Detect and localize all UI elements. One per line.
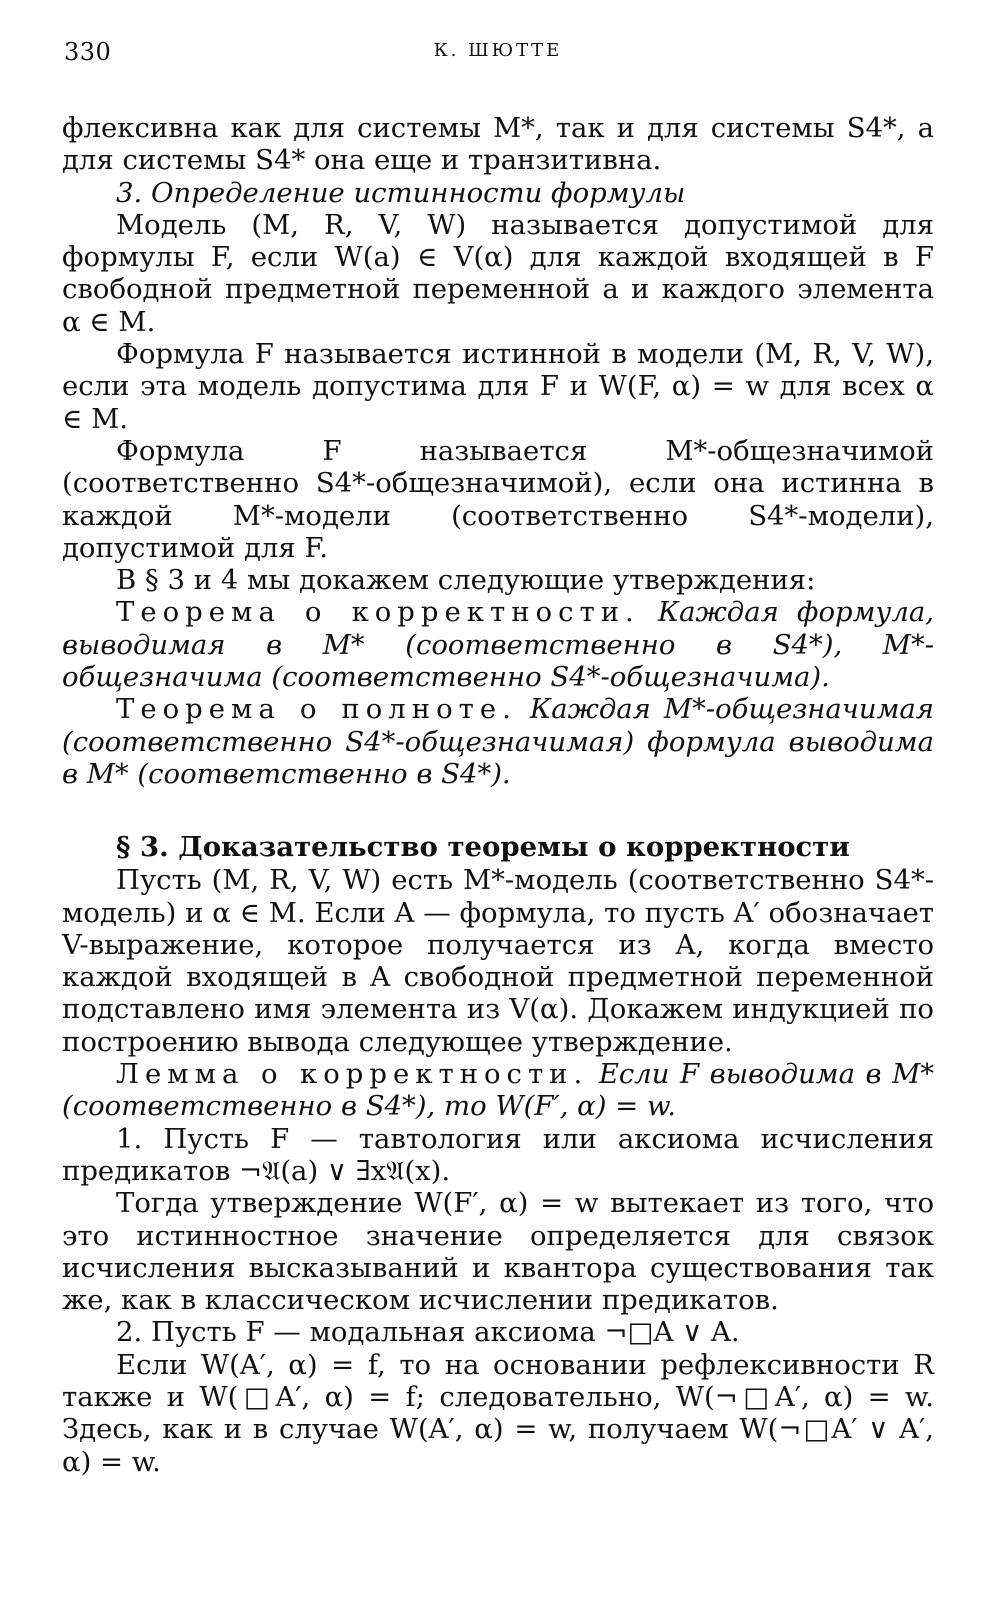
running-head: К. ШЮТТЕ bbox=[433, 40, 563, 61]
paragraph-continuation: флексивна как для системы M*, так и для системы S4*, а для системы S4* она еще и транзитивна. bbox=[62, 112, 934, 177]
paragraph-statements-intro: В § 3 и 4 мы докажем следующие утверждения: bbox=[116, 564, 816, 597]
theorem-correctness-label: Теорема о корректности. bbox=[116, 596, 640, 629]
theorem-correctness-text: Каждая формула, выводимая в M* (соответственно в S4*), M*-общезначима (соответственно S4*-общезначима). bbox=[62, 596, 934, 694]
case-2-modal-axiom: 2. Пусть F — модальная аксиома ¬□A ∨ A. bbox=[116, 1316, 740, 1349]
theorem-completeness-label: Теорема о полноте. bbox=[116, 693, 517, 726]
paragraph-admissible-model: Модель (M, R, V, W) называется допустимой для формулы F, если W(a) ∈ V(α) для каждой входящей в F свободной предметной переменной a и каждого элемента α ∈ M. bbox=[62, 208, 934, 338]
case-1-explanation: Тогда утверждение W(F′, α) = w вытекает из того, что это истинностное значение определяется для связок исчисления высказываний и квантора существования так же, как в классическом исчислении предикатов. bbox=[62, 1187, 934, 1317]
case-2-explanation: Если W(A′, α) = f, то на основании рефлексивности R также и W(□A′, α) = f; следовательно, W(¬□A′, α) = w. Здесь, как и в случае W(A′, α) = w, получаем W(¬□A′ ∨ A′, α) = w. bbox=[62, 1348, 935, 1478]
theorem-completeness bbox=[62, 693, 934, 790]
paragraph-true-formula: Формула F называется истинной в модели (M, R, V, W), если эта модель допустима для F и W(F, α) = w для всех α ∈ M. bbox=[62, 338, 934, 435]
page-number: 330 bbox=[64, 38, 112, 66]
paragraph-proof-setup: Пусть (M, R, V, W) есть M*-модель (соответственно S4*-модель) и α ∈ M. Если A — формула, то пусть A′ обозначает V-выражение, которое получается из A, когда вместо каждой входящей в A свободной предметной переменной подставлено имя элемента из V(α). Докажем индукцией по построению вывода следующее утверждение. bbox=[62, 864, 934, 1058]
theorem-correctness bbox=[62, 596, 934, 693]
page-header bbox=[62, 38, 934, 68]
paragraph-general-validity: Формула F называется M*-общезначимой (соответственно S4*-общезначимой), если она истинна в каждой M*-модели (соответственно S4*-модели), допустимой для F. bbox=[62, 434, 934, 564]
section-heading: § 3. Доказательство теоремы о корректности bbox=[116, 831, 850, 864]
lemma-correctness-text: Если F выводима в M* (соответственно в S4*), то W(F′, α) = w. bbox=[62, 1058, 934, 1123]
theorem-completeness-text: Каждая M*-общезначимая (соответственно S4*-общезначимая) формула выводима в M* (соответственно в S4*). bbox=[62, 693, 934, 790]
page-body bbox=[62, 112, 934, 1478]
subsection-heading-text: 3. Определение истинности формулы bbox=[116, 176, 686, 209]
lemma-correctness-label: Лемма о корректности. bbox=[116, 1058, 589, 1091]
subsection-heading bbox=[62, 177, 934, 209]
case-1-tautology: 1. Пусть F — тавтология или аксиома исчисления предикатов ¬𝔄(a) ∨ ∃x𝔄(x). bbox=[62, 1122, 934, 1187]
lemma-correctness bbox=[62, 1058, 934, 1123]
